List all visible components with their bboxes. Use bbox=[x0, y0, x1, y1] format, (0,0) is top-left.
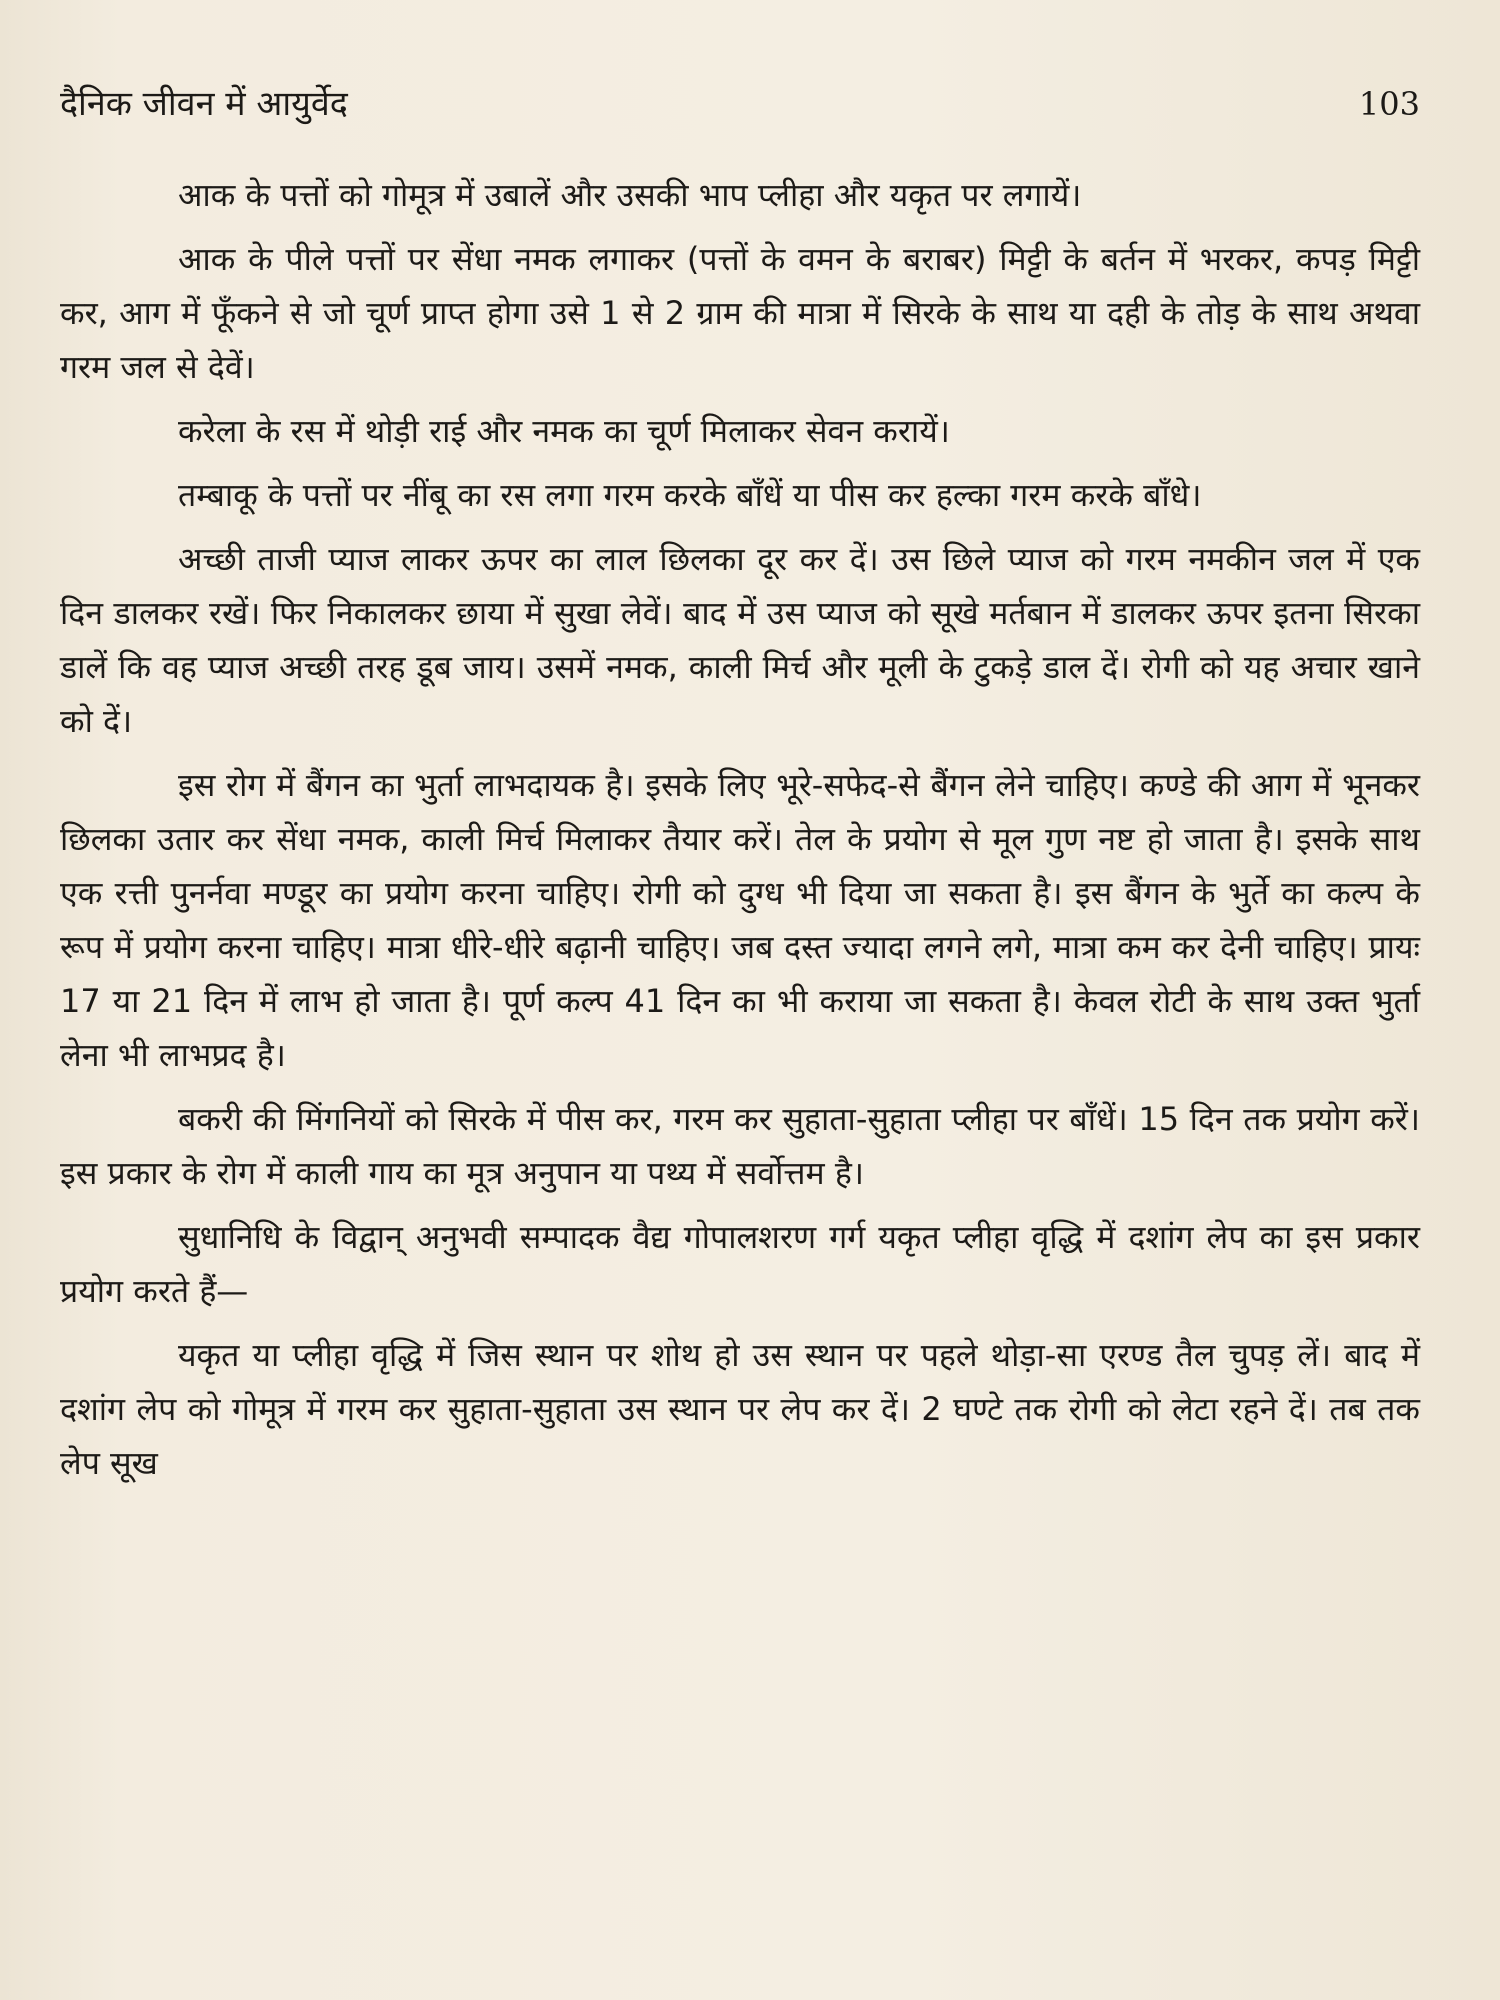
page-body-text bbox=[60, 168, 1420, 1500]
page-number: 103 bbox=[1358, 85, 1420, 123]
paragraph-aak-yellow-leaves: आक के पीले पत्तों पर सेंधा नमक लगाकर (पत्तों के वमन के बराबर) मिट्टी के बर्तन में भरकर, कपड़ मिट्टी कर, आग में फूँकने से जो चूर्ण प्राप्त होगा उसे 1 से 2 ग्राम की मात्रा में सिरके के साथ या दही के तोड़ के साथ अथवा गरम जल से देवें। bbox=[60, 240, 1420, 386]
paragraph-onion-pickle: अच्छी ताजी प्याज लाकर ऊपर का लाल छिलका दूर कर दें। उस छिले प्याज को गरम नमकीन जल में एक दिन डालकर रखें। फिर निकालकर छाया में सुखा लेवें। बाद में उस प्याज को सूखे मर्तबान में डालकर ऊपर इतना सिरका डालें कि वह प्याज अच्छी तरह डूब जाय। उसमें नमक, काली मिर्च और मूली के टुकड़े डाल दें। रोगी को यह अचार खाने को दें। bbox=[60, 540, 1420, 740]
paragraph-aak-leaves-steam: आक के पत्तों को गोमूत्र में उबालें और उसकी भाप प्लीहा और यकृत पर लगायें। bbox=[178, 176, 1082, 214]
running-header bbox=[60, 84, 1420, 124]
paragraph-dashang-lep-intro: सुधानिधि के विद्वान् अनुभवी सम्पादक वैद्य गोपालशरण गर्ग यकृत प्लीहा वृद्धि में दशांग लेप का इस प्रकार प्रयोग करते हैं— bbox=[60, 1218, 1420, 1310]
paragraph-goat-droppings: बकरी की मिंगनियों को सिरके में पीस कर, गरम कर सुहाता-सुहाता प्लीहा पर बाँधें। 15 दिन तक प्रयोग करें। इस प्रकार के रोग में काली गाय का मूत्र अनुपान या पथ्य में सर्वोत्तम है। bbox=[60, 1100, 1420, 1192]
paragraph-karela-juice: करेला के रस में थोड़ी राई और नमक का चूर्ण मिलाकर सेवन करायें। bbox=[178, 412, 950, 450]
paragraph-dashang-lep-method: यकृत या प्लीहा वृद्धि में जिस स्थान पर शोथ हो उस स्थान पर पहले थोड़ा-सा एरण्ड तैल चुपड़ लें। बाद में दशांग लेप को गोमूत्र में गरम कर सुहाता-सुहाता उस स्थान पर लेप कर दें। 2 घण्टे तक रोगी को लेटा रहने दें। तब तक लेप सूख bbox=[60, 1336, 1420, 1482]
running-header-title: दैनिक जीवन में आयुर्वेद bbox=[60, 84, 348, 124]
paragraph-brinjal-bharta: इस रोग में बैंगन का भुर्ता लाभदायक है। इसके लिए भूरे-सफेद-से बैंगन लेने चाहिए। कण्डे की आग में भूनकर छिलका उतार कर सेंधा नमक, काली मिर्च मिलाकर तैयार करें। तेल के प्रयोग से मूल गुण नष्ट हो जाता है। इसके साथ एक रत्ती पुनर्नवा मण्डूर का प्रयोग करना चाहिए। रोगी को दुग्ध भी दिया जा सकता है। इस बैंगन के भुर्ते का कल्प के रूप में प्रयोग करना चाहिए। मात्रा धीरे-धीरे बढ़ानी चाहिए। जब दस्त ज्यादा लगने लगे, मात्रा कम कर देनी चाहिए। प्रायः 17 या 21 दिन में लाभ हो जाता है। पूर्ण कल्प 41 दिन का भी कराया जा सकता है। केवल रोटी के साथ उक्त भुर्ता लेना भी लाभप्रद है। bbox=[60, 766, 1420, 1074]
paragraph-tobacco-leaves: तम्बाकू के पत्तों पर नींबू का रस लगा गरम करके बाँधें या पीस कर हल्का गरम करके बाँधे। bbox=[178, 476, 1202, 514]
